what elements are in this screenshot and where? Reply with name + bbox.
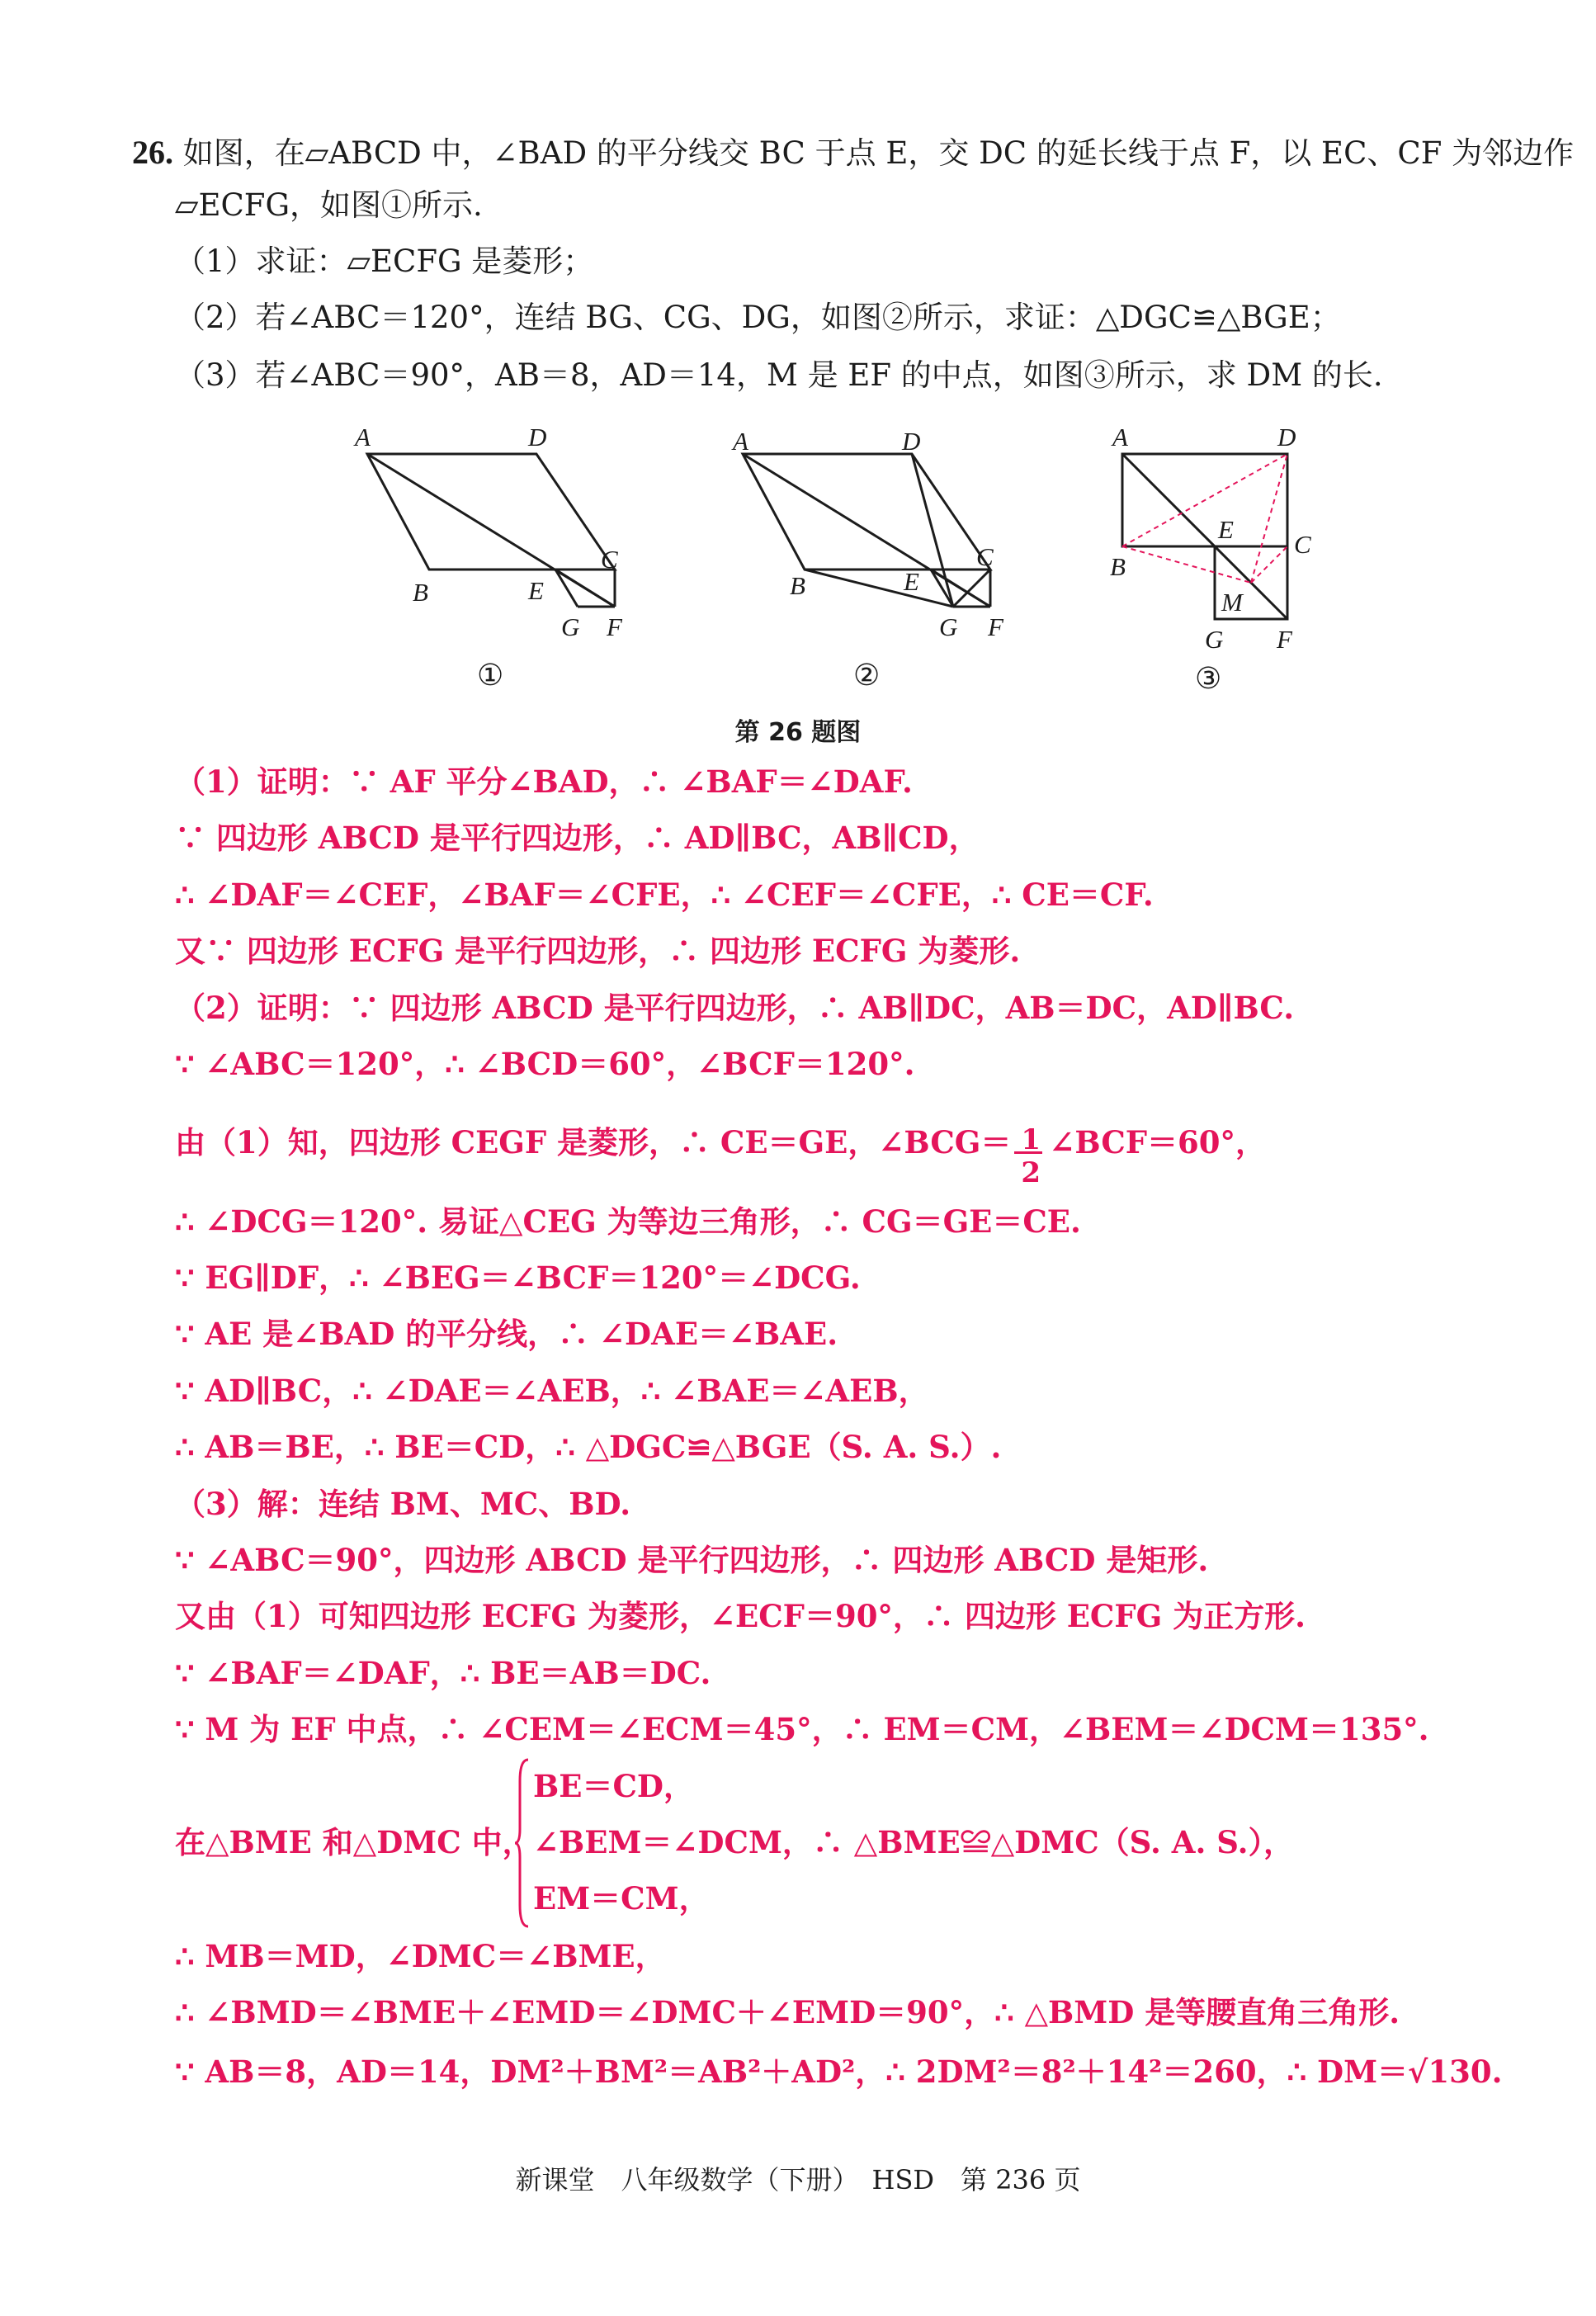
fig2-label-a: A	[733, 427, 748, 456]
figure-2-diagram	[743, 454, 990, 607]
system-line-1: BE＝CD，	[533, 1768, 695, 1804]
answer-line: ∵ ∠BAF＝∠DAF，∴ BE＝AB＝DC.	[175, 1655, 711, 1691]
answer-line: ∵ ∠ABC＝90°，四边形 ABCD 是平行四边形，∴ 四边形 ABCD 是矩形.	[175, 1542, 1209, 1578]
fig3-number: ③	[1195, 662, 1222, 696]
question-line-1	[132, 132, 1574, 173]
answer-line: （1）证明：∵ AF 平分∠BAD，∴ ∠BAF＝∠DAF.	[175, 763, 913, 800]
question-part-1: （1）求证：▱ECFG 是菱形；	[175, 243, 594, 279]
answer-line: 又∵ 四边形 ECFG 是平行四边形，∴ 四边形 ECFG 为菱形.	[175, 933, 1021, 969]
answer-line: ∵ 四边形 ABCD 是平行四边形，∴ AD∥BC，AB∥CD，	[175, 820, 980, 856]
system-line-3: EM＝CM，	[533, 1880, 710, 1917]
figure-caption: 第 26 题图	[734, 718, 862, 747]
fig2-label-d: D	[902, 427, 921, 456]
fig3-label-m: M	[1221, 588, 1243, 617]
fig2-label-g: G	[939, 612, 958, 641]
answer-line: ∴ AB＝BE，∴ BE＝CD，∴ △DGC≌△BGE（S. A. S.）.	[175, 1429, 1002, 1465]
fig1-label-e: E	[528, 576, 544, 605]
answer-line: ∵ AD∥BC，∴ ∠DAE＝∠AEB，∴ ∠BAE＝∠AEB，	[175, 1373, 929, 1409]
fig1-label-a: A	[355, 423, 371, 451]
fig1-number: ①	[477, 659, 504, 692]
answer-line: ∴ ∠BMD＝∠BME＋∠EMD＝∠DMC＋∠EMD＝90°，∴ △BMD 是等腰直角三角形.	[175, 1994, 1400, 2030]
fig3-label-f: F	[1277, 625, 1292, 654]
fig3-label-b: B	[1110, 552, 1126, 581]
question-line-2: ▱ECFG，如图①所示.	[175, 187, 483, 223]
system-line-2: ∠BEM＝∠DCM，∴ △BME≌△DMC（S. A. S.），	[533, 1824, 1295, 1860]
question-part-2: （2）若∠ABC＝120°，连结 BG、CG、DG，如图②所示，求证：△DGC≌△BGE；	[175, 300, 1341, 335]
fig2-label-c: C	[976, 542, 994, 571]
fig1-label-b: B	[413, 578, 428, 607]
fig1-label-c: C	[601, 545, 618, 574]
fig2-number: ②	[853, 659, 881, 692]
fig3-label-a: A	[1112, 423, 1128, 451]
answer-line: ∵ M 为 EF 中点，∴ ∠CEM＝∠ECM＝45°，∴ EM＝CM，∠BEM＝∠DCM＝135°.	[175, 1711, 1429, 1747]
fig2-label-b: B	[790, 571, 805, 600]
system-brace	[513, 1756, 530, 1930]
answer-line: （3）解：连结 BM、MC、BD.	[175, 1486, 631, 1522]
fraction-denominator: 2	[1021, 1156, 1041, 1189]
page-footer: 新课堂 八年级数学（下册） HSD 第 236 页	[515, 2164, 1081, 2195]
answer-line: ∴ ∠DCG＝120°. 易证△CEG 为等边三角形，∴ CG＝GE＝CE.	[175, 1203, 1081, 1240]
figures	[0, 413, 1596, 710]
answer-line: ∵ EG∥DF，∴ ∠BEG＝∠BCF＝120°＝∠DCG.	[175, 1260, 861, 1296]
fig3-label-c: C	[1294, 530, 1311, 559]
answer-line-fraction	[175, 1123, 1267, 1189]
answer-line: ∴ ∠DAF＝∠CEF，∠BAF＝∠CFE，∴ ∠CEF＝∠CFE，∴ CE＝CF.	[175, 877, 1154, 913]
answer-line: （2）证明：∵ 四边形 ABCD 是平行四边形，∴ AB∥DC，AB＝DC，AD∥BC.	[175, 990, 1295, 1026]
fraction-numerator: 1	[1021, 1123, 1041, 1156]
fig2-label-f: F	[988, 612, 1003, 641]
figure-1-diagram	[367, 454, 615, 607]
figure-3-diagram	[1122, 454, 1287, 619]
fig3-label-g: G	[1205, 625, 1224, 654]
brace-icon	[513, 1756, 530, 1930]
fig1-label-f: F	[607, 612, 622, 641]
question-text-1: 如图，在▱ABCD 中，∠BAD 的平分线交 BC 于点 E，交 DC 的延长线于点 F，以 EC、CF 为邻边作	[182, 135, 1575, 171]
answer-line: ∵ AE 是∠BAD 的平分线，∴ ∠DAE＝∠BAE.	[175, 1316, 838, 1352]
answer-line: ∵ AB＝8，AD＝14，DM²＋BM²＝AB²＋AD²，∴ 2DM²＝8²＋14²＝260，∴ DM＝√130.	[175, 2054, 1503, 2090]
fig2-label-e: E	[904, 567, 919, 596]
fig1-label-d: D	[528, 423, 547, 451]
answer-line: 又由（1）可知四边形 ECFG 为菱形，∠ECF＝90°，∴ 四边形 ECFG 为正方形.	[175, 1598, 1306, 1634]
line7-suffix: ∠BCF＝60°，	[1049, 1124, 1267, 1160]
fig3-label-d: D	[1277, 423, 1296, 451]
question-part-3: （3）若∠ABC＝90°，AB＝8，AD＝14，M 是 EF 的中点，如图③所示，求 DM 的长.	[175, 357, 1383, 393]
answer-line: ∵ ∠ABC＝120°，∴ ∠BCD＝60°，∠BCF＝120°.	[175, 1046, 915, 1082]
answer-line: ∴ MB＝MD，∠DMC＝∠BME，	[175, 1938, 666, 1974]
line7-prefix: 由（1）知，四边形 CEGF 是菱形，∴ CE＝GE，∠BCG＝	[175, 1124, 1012, 1160]
fig1-label-g: G	[561, 612, 580, 641]
system-prefix: 在△BME 和△DMC 中，	[175, 1824, 533, 1860]
question-number: 26.	[132, 134, 173, 171]
fig3-label-e: E	[1218, 515, 1234, 544]
